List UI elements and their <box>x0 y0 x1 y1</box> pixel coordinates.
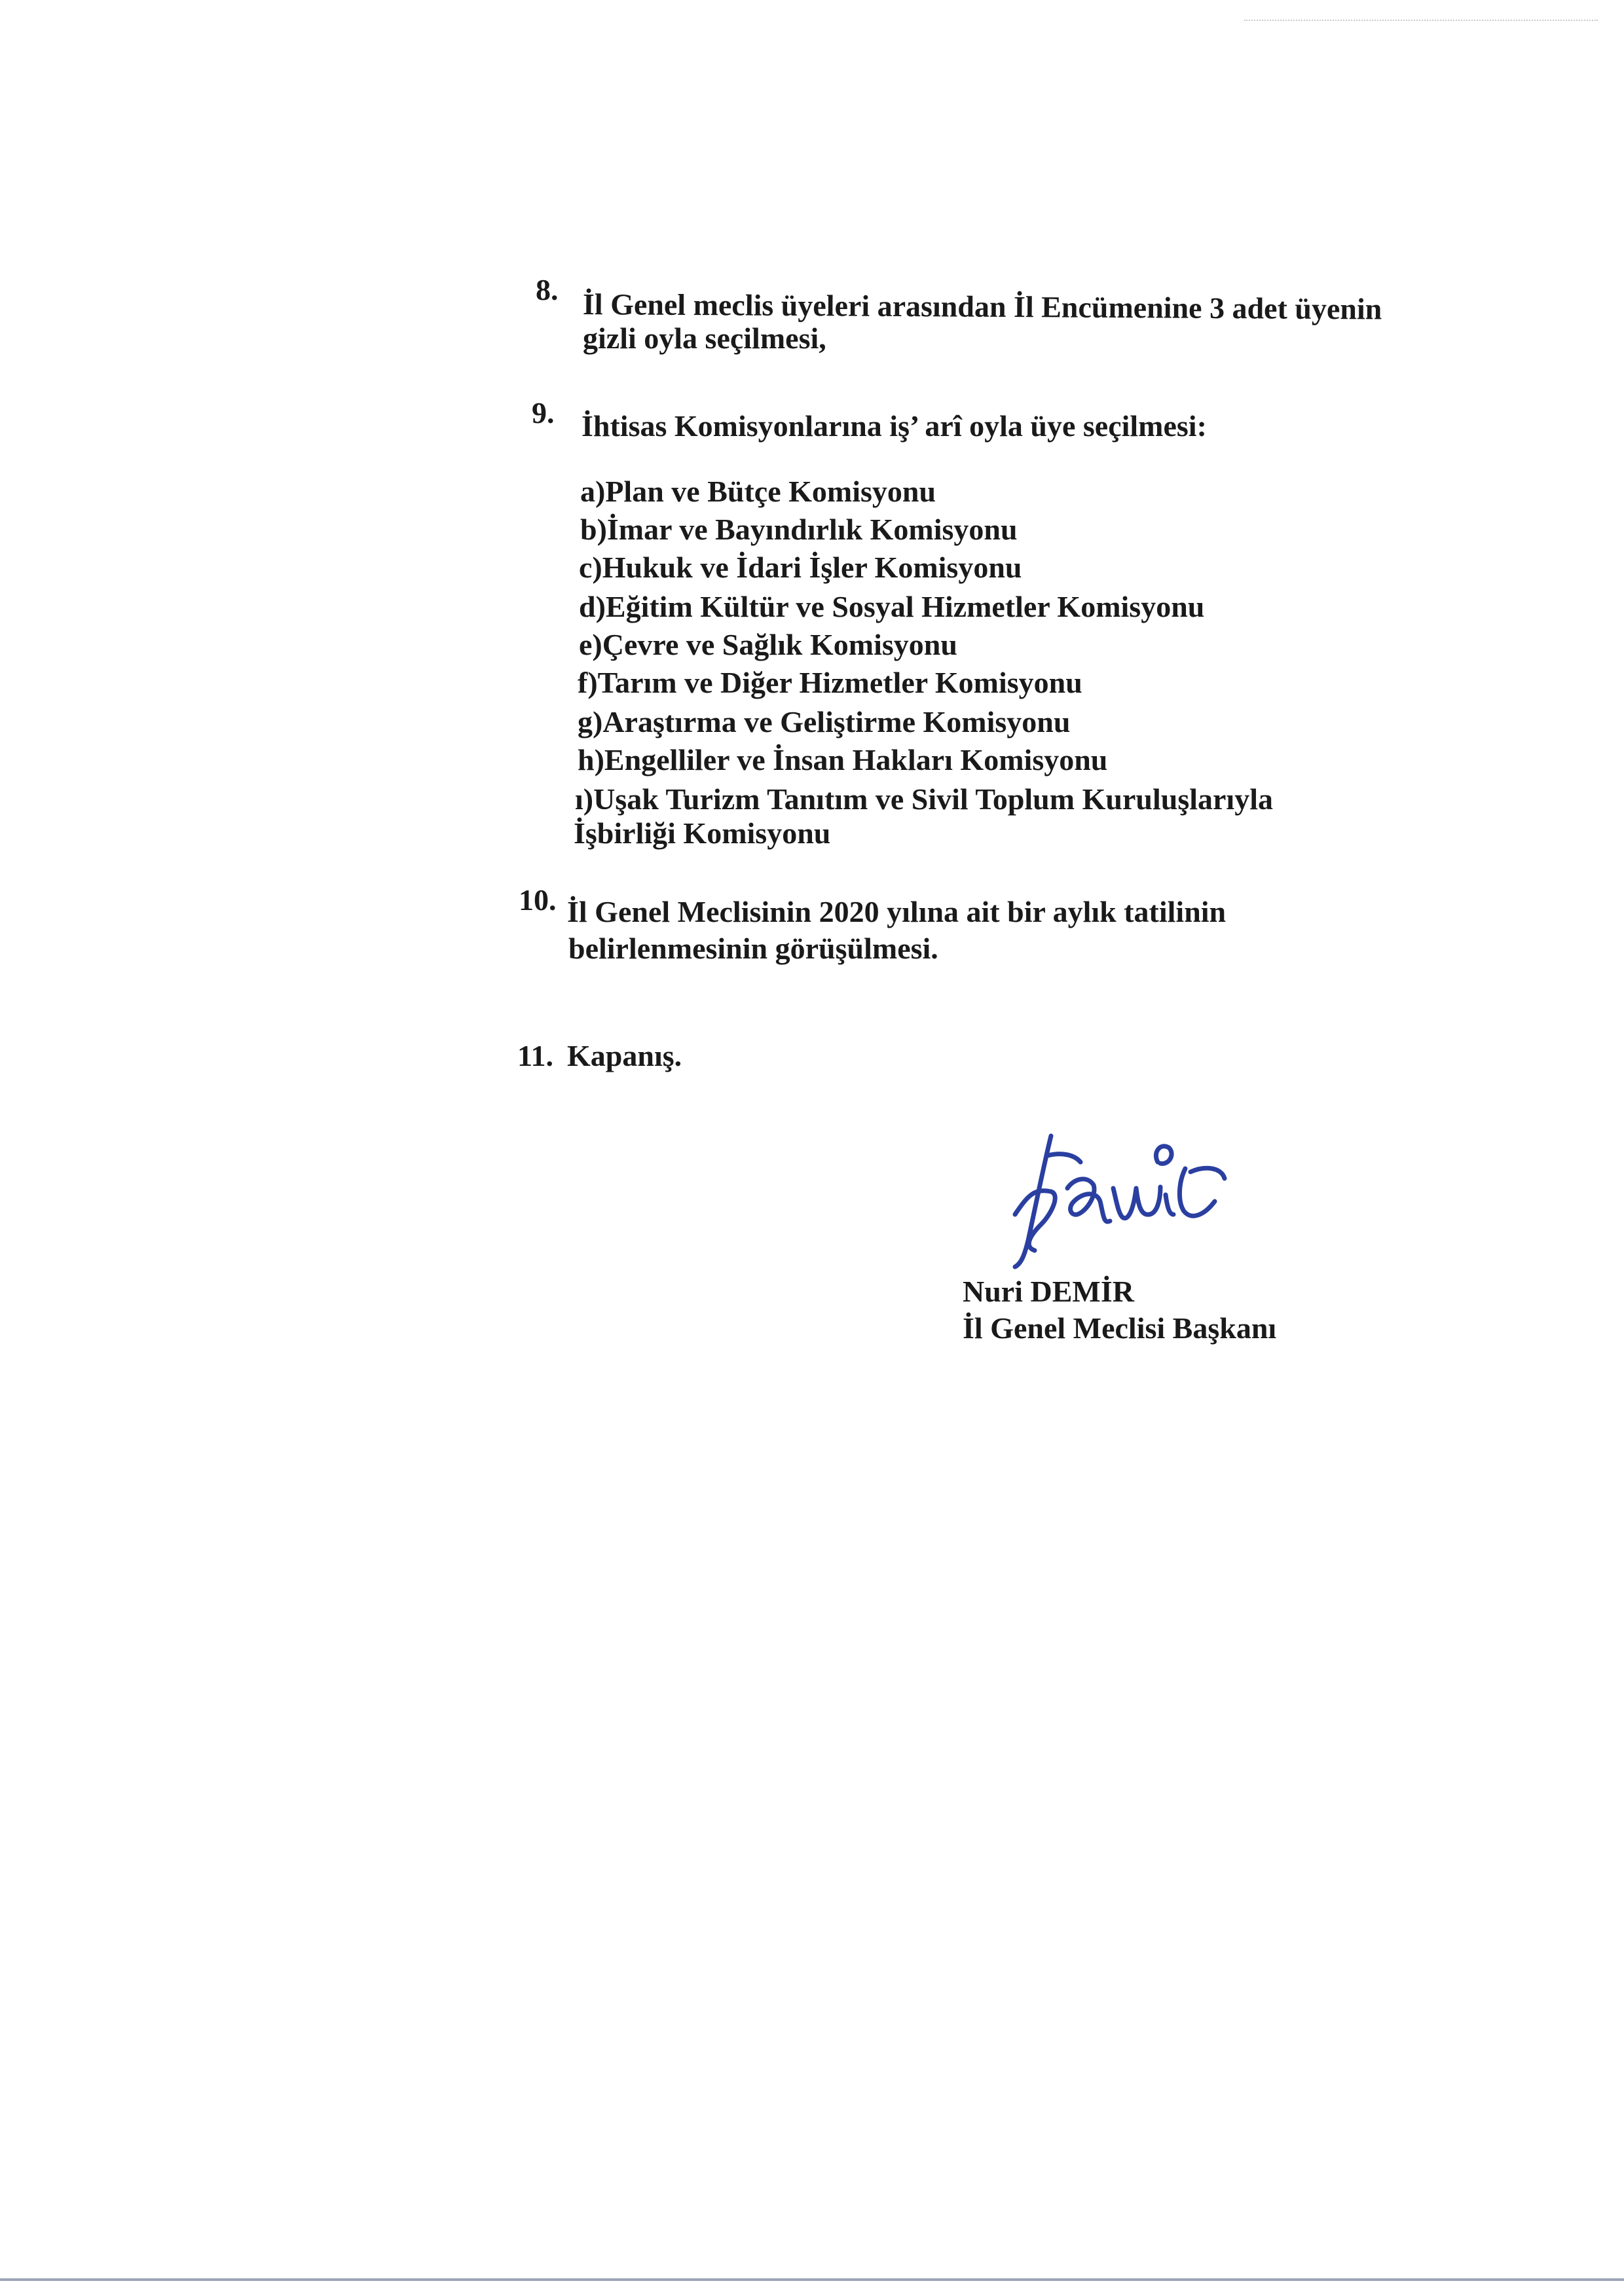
subitem-c: c)Hukuk ve İdari İşler Komisyonu <box>579 551 1022 584</box>
item-8-line-2: gizli oyla seçilmesi, <box>583 321 826 355</box>
subitem-h: h)Engelliler ve İnsan Hakları Komisyonu <box>578 743 1108 776</box>
item-10-number: 10. <box>519 883 557 917</box>
subitem-i-continuation: İşbirliği Komisyonu <box>574 816 831 850</box>
signature-scribble <box>989 1116 1238 1273</box>
item-10-line-2: belirlenmesinin görüşülmesi. <box>568 932 938 965</box>
scan-noise <box>1244 20 1598 22</box>
scan-bottom-edge <box>0 2278 1624 2281</box>
item-8-line-1: İl Genel meclis üyeleri arasından İl Encümenine 3 adet üyenin <box>582 287 1382 326</box>
subitem-d: d)Eğitim Kültür ve Sosyal Hizmetler Komisyonu <box>579 590 1205 623</box>
subitem-f: f)Tarım ve Diğer Hizmetler Komisyonu <box>578 666 1082 699</box>
item-11-line-1: Kapanış. <box>567 1039 682 1072</box>
item-8-number: 8. <box>536 273 559 306</box>
subitem-b: b)İmar ve Bayındırlık Komisyonu <box>580 513 1018 546</box>
item-11-number: 11. <box>517 1039 553 1072</box>
subitem-a: a)Plan ve Bütçe Komisyonu <box>580 475 936 508</box>
subitem-i: ı)Uşak Turizm Tanıtım ve Sivil Toplum Kuruluşlarıyla <box>575 782 1273 816</box>
signatory-name: Nuri DEMİR <box>963 1275 1134 1308</box>
subitem-g: g)Araştırma ve Geliştirme Komisyonu <box>578 705 1071 738</box>
item-10-line-1: İl Genel Meclisinin 2020 yılına ait bir aylık tatilinin <box>567 895 1227 928</box>
item-9-line-1: İhtisas Komisyonlarına iş’ arî oyla üye seçilmesi: <box>581 409 1207 443</box>
signatory-title: İl Genel Meclisi Başkanı <box>963 1311 1277 1345</box>
item-9-number: 9. <box>532 396 555 429</box>
subitem-e: e)Çevre ve Sağlık Komisyonu <box>579 628 957 661</box>
